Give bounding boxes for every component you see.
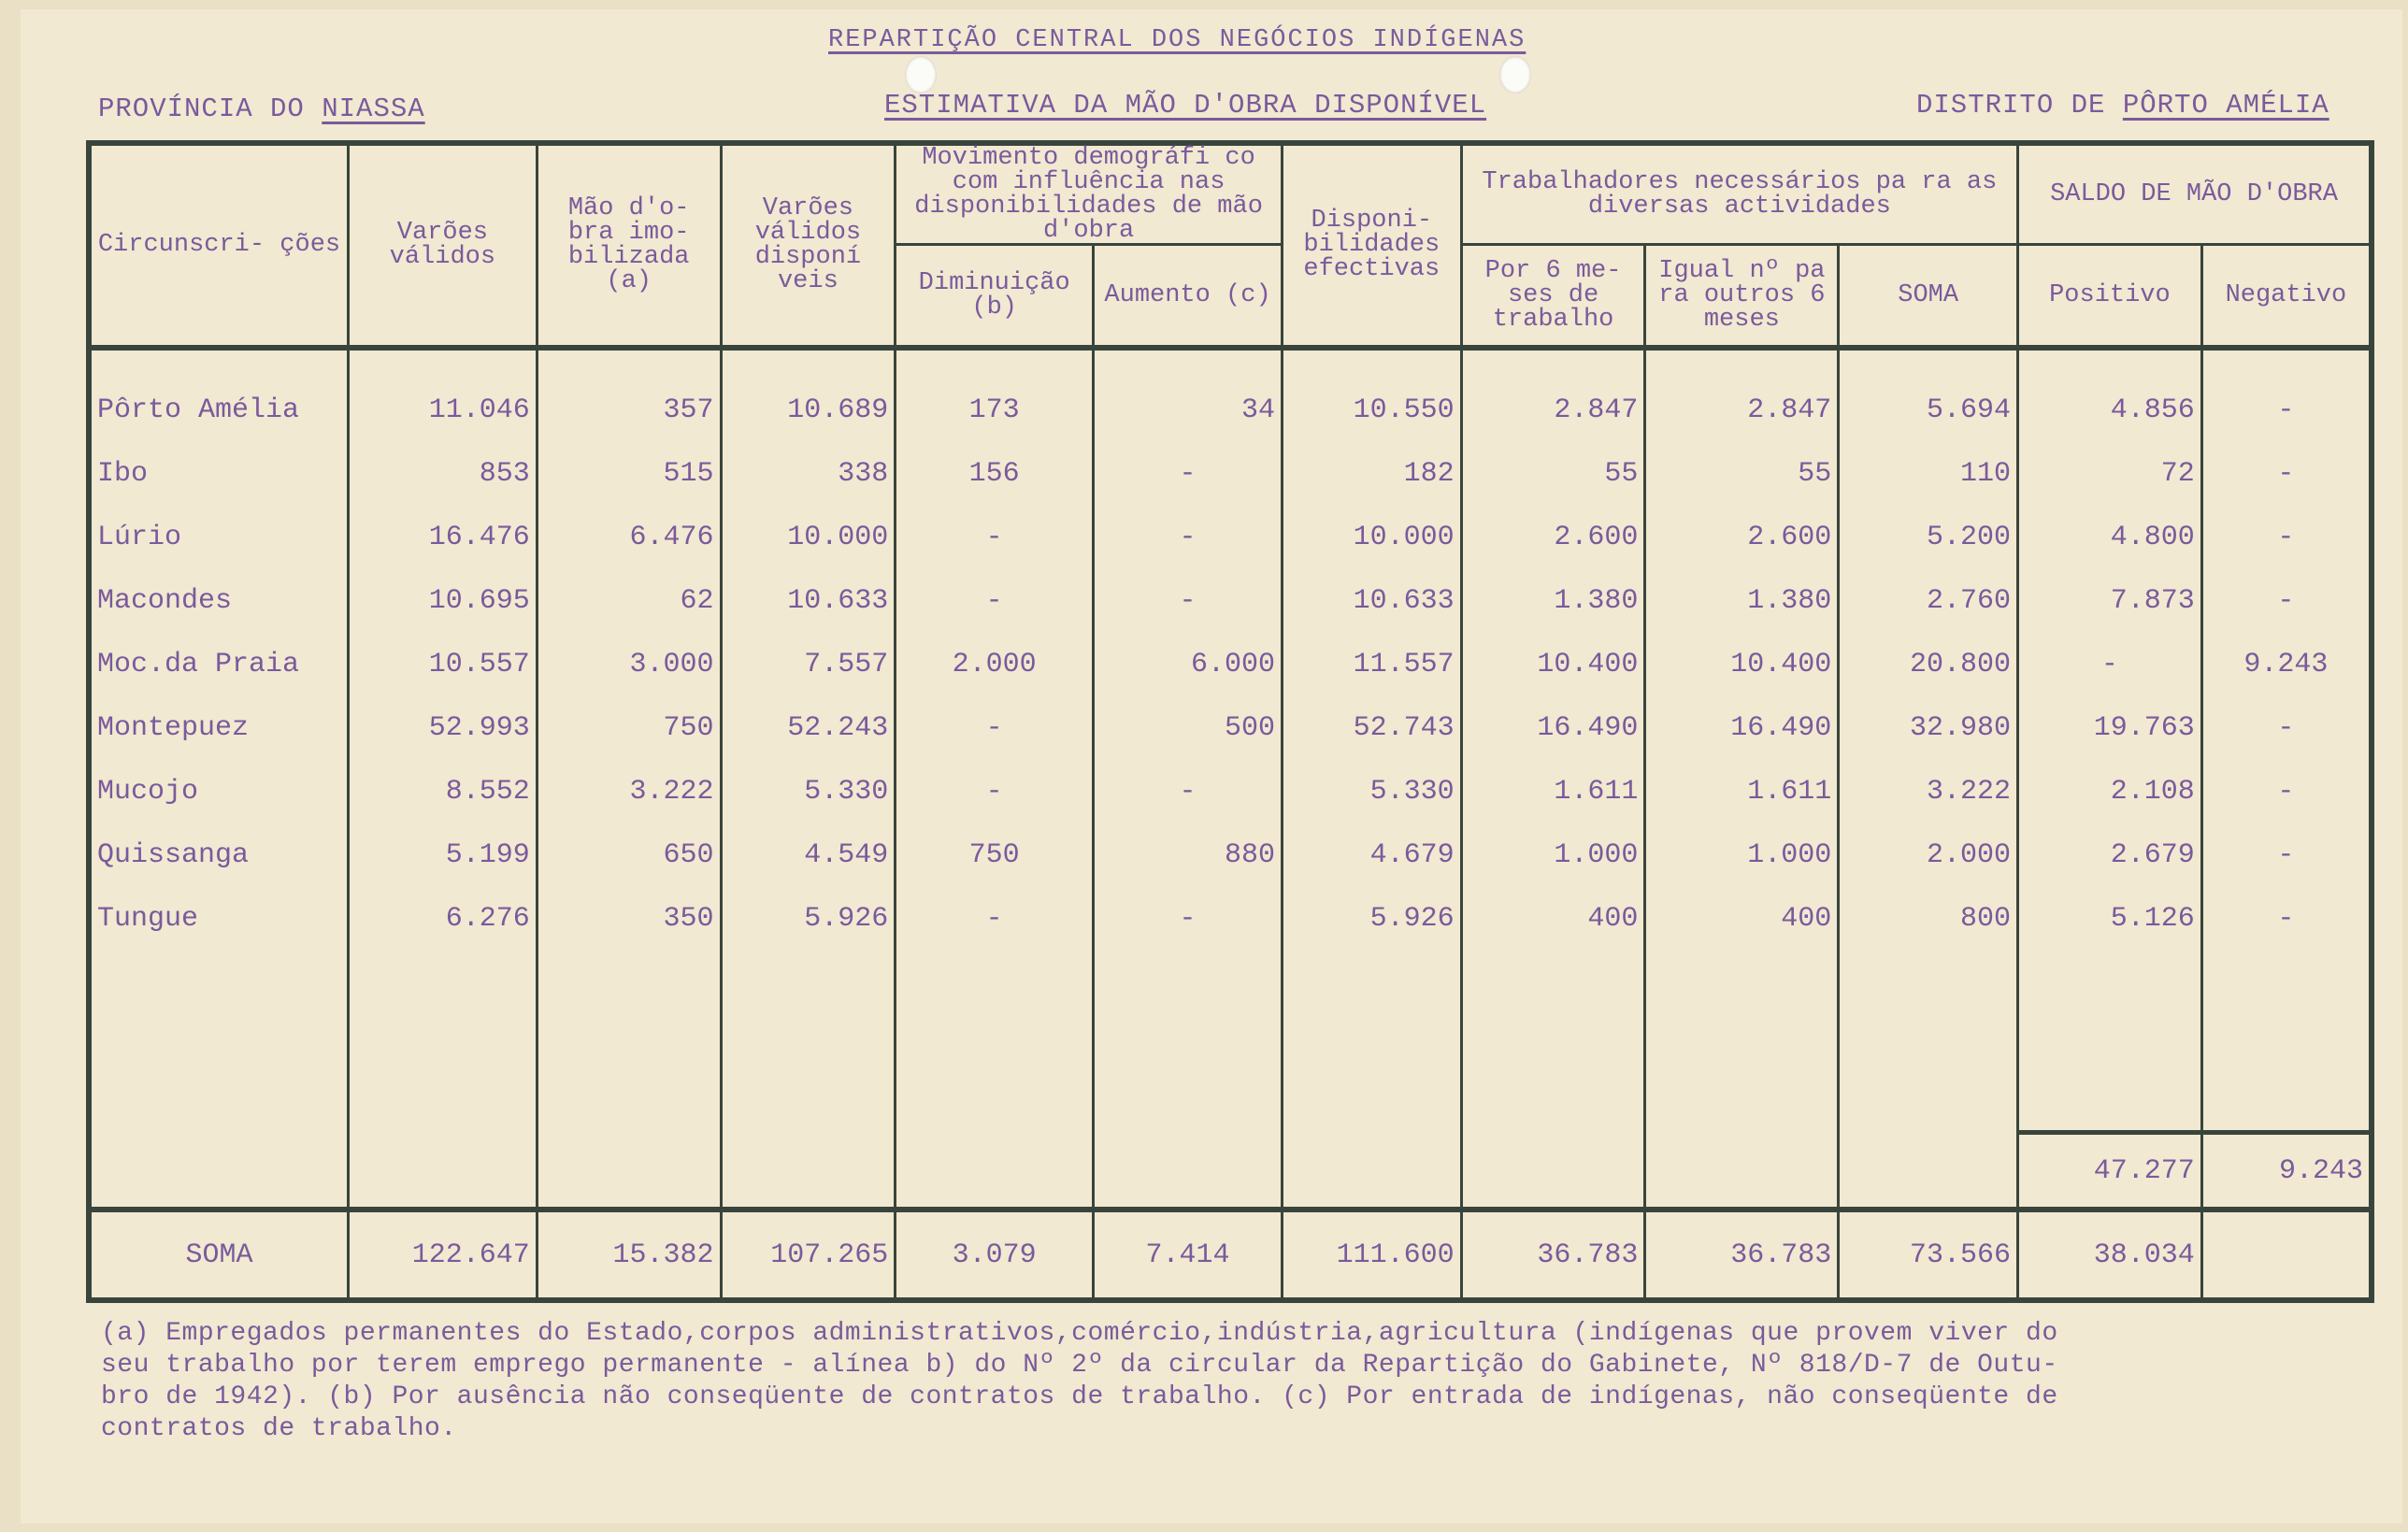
cell-disponiveis: 5.926 (721, 887, 896, 951)
cell-igual: 1.000 (1645, 823, 1839, 887)
cell-diminuicao: 750 (896, 823, 1094, 887)
cell-disponiveis: 7.557 (721, 633, 896, 696)
header-diminuicao: Diminuição (b) (896, 245, 1094, 348)
cell-efectivas: 5.926 (1282, 887, 1461, 951)
cell-varoes: 52.993 (348, 696, 537, 760)
cell-soma: 800 (1839, 887, 2018, 951)
cell-imobilizada: 3.000 (537, 633, 721, 696)
footnote-line: seu trabalho por terem emprego permanente - alínea b) do Nº 2º da circular da Repartição do Gabinete, Nº 818/D-7 de Outu- (101, 1351, 2058, 1380)
cell-positivo: 4.856 (2018, 379, 2202, 442)
cell-igual: 10.400 (1645, 633, 1839, 696)
cell-varoes: 10.557 (348, 633, 537, 696)
cell-diminuicao: - (896, 887, 1094, 951)
table-row (89, 633, 2372, 696)
total-aumento: 7.414 (1094, 1210, 1283, 1300)
district-heading (1916, 90, 2329, 121)
cell-varoes: 11.046 (348, 379, 537, 442)
cell-positivo: 2.108 (2018, 760, 2202, 823)
cell-efectivas: 10.000 (1282, 506, 1461, 569)
punch-hole-left (905, 56, 937, 93)
cell-soma: 2.000 (1839, 823, 2018, 887)
total-efectivas: 111.600 (1282, 1210, 1461, 1300)
cell-igual: 2.847 (1645, 379, 1839, 442)
cell-soma: 3.222 (1839, 760, 2018, 823)
table-row (89, 696, 2372, 760)
cell-diminuicao: - (896, 760, 1094, 823)
cell-por6: 400 (1461, 887, 1645, 951)
cell-negativo: - (2201, 569, 2372, 633)
total-positivo: 38.034 (2018, 1210, 2202, 1300)
subtotal-negativo: 9.243 (2201, 1133, 2372, 1210)
cell-imobilizada: 3.222 (537, 760, 721, 823)
punch-hole-right (1499, 56, 1531, 93)
subtotal-positivo: 47.277 (2018, 1133, 2202, 1210)
cell-negativo: - (2201, 696, 2372, 760)
cell-name: Moc.da Praia (89, 633, 348, 696)
table-row (89, 569, 2372, 633)
cell-soma: 5.200 (1839, 506, 2018, 569)
cell-efectivas: 4.679 (1282, 823, 1461, 887)
table-row (89, 823, 2372, 887)
cell-imobilizada: 350 (537, 887, 721, 951)
cell-efectivas: 10.633 (1282, 569, 1461, 633)
cell-aumento: 34 (1094, 379, 1283, 442)
header-por-6-meses: Por 6 me- ses de trabalho (1461, 245, 1645, 348)
cell-igual: 1.380 (1645, 569, 1839, 633)
labour-estimate-table (86, 140, 2374, 1303)
cell-por6: 2.847 (1461, 379, 1645, 442)
cell-negativo: - (2201, 760, 2372, 823)
cell-aumento: 880 (1094, 823, 1283, 887)
cell-name: Mucojo (89, 760, 348, 823)
cell-negativo: - (2201, 823, 2372, 887)
header-disponibilidades-efectivas: Disponi- bilidades efectivas (1282, 143, 1461, 348)
cell-imobilizada: 515 (537, 442, 721, 506)
cell-name: Macondes (89, 569, 348, 633)
cell-disponiveis: 10.689 (721, 379, 896, 442)
cell-diminuicao: - (896, 506, 1094, 569)
table-row (89, 442, 2372, 506)
cell-disponiveis: 52.243 (721, 696, 896, 760)
department-title: REPARTIÇÃO CENTRAL DOS NEGÓCIOS INDÍGENAS (828, 26, 1526, 54)
cell-por6: 1.380 (1461, 569, 1645, 633)
total-disponiveis: 107.265 (721, 1210, 896, 1300)
cell-positivo: - (2018, 633, 2202, 696)
cell-igual: 2.600 (1645, 506, 1839, 569)
cell-disponiveis: 10.000 (721, 506, 896, 569)
cell-por6: 10.400 (1461, 633, 1645, 696)
cell-diminuicao: - (896, 696, 1094, 760)
cell-disponiveis: 5.330 (721, 760, 896, 823)
cell-positivo: 5.126 (2018, 887, 2202, 951)
cell-name: Montepuez (89, 696, 348, 760)
header-varoes-disponiveis: Varões válidos disponí veis (721, 143, 896, 348)
header-mao-obra-imobilizada: Mão d'o- bra imo- bilizada (a) (537, 143, 721, 348)
cell-efectivas: 10.550 (1282, 379, 1461, 442)
cell-diminuicao: 2.000 (896, 633, 1094, 696)
cell-negativo: - (2201, 379, 2372, 442)
cell-positivo: 19.763 (2018, 696, 2202, 760)
cell-negativo: 9.243 (2201, 633, 2372, 696)
total-label: SOMA (89, 1210, 348, 1300)
cell-positivo: 4.800 (2018, 506, 2202, 569)
cell-soma: 32.980 (1839, 696, 2018, 760)
cell-aumento: - (1094, 442, 1283, 506)
cell-negativo: - (2201, 442, 2372, 506)
cell-name: Tungue (89, 887, 348, 951)
cell-name: Quissanga (89, 823, 348, 887)
cell-disponiveis: 338 (721, 442, 896, 506)
cell-efectivas: 5.330 (1282, 760, 1461, 823)
cell-aumento: - (1094, 569, 1283, 633)
cell-name: Pôrto Amélia (89, 379, 348, 442)
total-row (89, 1210, 2372, 1300)
district-label: DISTRITO DE (1916, 90, 2106, 121)
cell-por6: 16.490 (1461, 696, 1645, 760)
province-heading (98, 93, 425, 124)
cell-varoes: 5.199 (348, 823, 537, 887)
document-title: ESTIMATIVA DA MÃO D'OBRA DISPONÍVEL (884, 90, 1487, 121)
footnote-line: contratos de trabalho. (101, 1414, 457, 1443)
cell-soma: 20.800 (1839, 633, 2018, 696)
cell-por6: 1.611 (1461, 760, 1645, 823)
cell-disponiveis: 4.549 (721, 823, 896, 887)
footnotes (101, 1318, 2382, 1445)
cell-por6: 2.600 (1461, 506, 1645, 569)
total-varoes: 122.647 (348, 1210, 537, 1300)
province-name: NIASSA (322, 93, 425, 124)
total-igual: 36.783 (1645, 1210, 1839, 1300)
cell-soma: 110 (1839, 442, 2018, 506)
cell-positivo: 2.679 (2018, 823, 2202, 887)
province-label: PROVÍNCIA DO (98, 93, 305, 124)
cell-imobilizada: 357 (537, 379, 721, 442)
cell-efectivas: 182 (1282, 442, 1461, 506)
cell-disponiveis: 10.633 (721, 569, 896, 633)
cell-igual: 55 (1645, 442, 1839, 506)
cell-diminuicao: 173 (896, 379, 1094, 442)
header-movimento-demografico: Movimento demográfi co com influência nas disponibilidades de mão d'obra (896, 143, 1283, 245)
cell-igual: 400 (1645, 887, 1839, 951)
header-soma: SOMA (1839, 245, 2018, 348)
cell-imobilizada: 62 (537, 569, 721, 633)
cell-imobilizada: 750 (537, 696, 721, 760)
cell-varoes: 16.476 (348, 506, 537, 569)
table-row (89, 379, 2372, 442)
header-trabalhadores-necessarios: Trabalhadores necessários pa ra as diversas actividades (1461, 143, 2017, 245)
district-name: PÔRTO AMÉLIA (2122, 90, 2329, 121)
cell-aumento: 6.000 (1094, 633, 1283, 696)
cell-negativo: - (2201, 887, 2372, 951)
total-soma: 73.566 (1839, 1210, 2018, 1300)
footnote-line: bro de 1942). (b) Por ausência não conseqüente de contratos de trabalho. (c) Por entrada de indígenas, não conseqüente de (101, 1382, 2058, 1411)
saldo-subtotal-row (89, 1133, 2372, 1210)
header-aumento: Aumento (c) (1094, 245, 1283, 348)
cell-varoes: 8.552 (348, 760, 537, 823)
cell-imobilizada: 6.476 (537, 506, 721, 569)
cell-negativo: - (2201, 506, 2372, 569)
header-positivo: Positivo (2018, 245, 2202, 348)
cell-soma: 2.760 (1839, 569, 2018, 633)
cell-por6: 55 (1461, 442, 1645, 506)
cell-por6: 1.000 (1461, 823, 1645, 887)
cell-name: Lúrio (89, 506, 348, 569)
cell-aumento: 500 (1094, 696, 1283, 760)
cell-igual: 1.611 (1645, 760, 1839, 823)
cell-aumento: - (1094, 506, 1283, 569)
header-circunscricoes: Circunscri- ções (89, 143, 348, 348)
cell-igual: 16.490 (1645, 696, 1839, 760)
total-por6: 36.783 (1461, 1210, 1645, 1300)
table-row (89, 506, 2372, 569)
cell-aumento: - (1094, 760, 1283, 823)
header-igual-outros-6-meses: Igual nº pa ra outros 6 meses (1645, 245, 1839, 348)
total-diminuicao: 3.079 (896, 1210, 1094, 1300)
cell-diminuicao: 156 (896, 442, 1094, 506)
cell-varoes: 853 (348, 442, 537, 506)
header-varoes-validos: Varões válidos (348, 143, 537, 348)
cell-varoes: 10.695 (348, 569, 537, 633)
footnote-line: (a) Empregados permanentes do Estado,corpos administrativos,comércio,indústria,agricultura (indígenas que provem viver do (101, 1319, 2058, 1348)
cell-name: Ibo (89, 442, 348, 506)
cell-soma: 5.694 (1839, 379, 2018, 442)
total-imobilizada: 15.382 (537, 1210, 721, 1300)
cell-positivo: 72 (2018, 442, 2202, 506)
table-row (89, 760, 2372, 823)
cell-efectivas: 11.557 (1282, 633, 1461, 696)
cell-diminuicao: - (896, 569, 1094, 633)
cell-positivo: 7.873 (2018, 569, 2202, 633)
table-row (89, 887, 2372, 951)
cell-aumento: - (1094, 887, 1283, 951)
total-negativo (2201, 1210, 2372, 1300)
cell-imobilizada: 650 (537, 823, 721, 887)
cell-efectivas: 52.743 (1282, 696, 1461, 760)
cell-varoes: 6.276 (348, 887, 537, 951)
header-saldo-mao-obra: SALDO DE MÃO D'OBRA (2018, 143, 2372, 245)
header-negativo: Negativo (2201, 245, 2372, 348)
